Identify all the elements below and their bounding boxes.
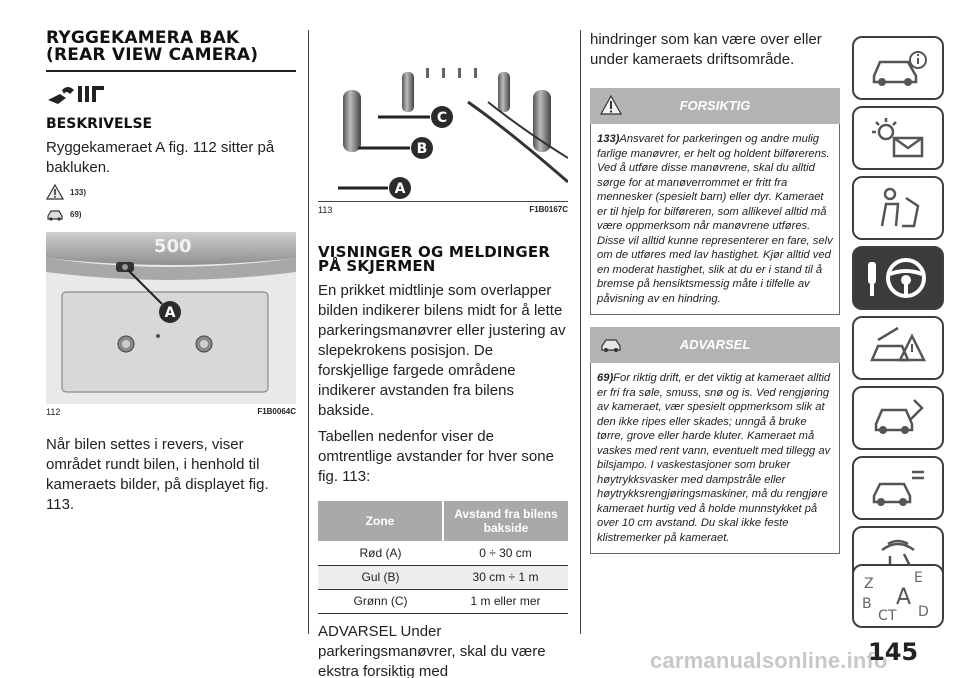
page-number: 145 <box>868 638 919 666</box>
column-divider <box>580 30 581 634</box>
car-warning-icon <box>46 206 64 222</box>
table-header: Zone <box>318 501 443 541</box>
technical-data-icon <box>868 466 928 510</box>
tab-driving[interactable] <box>852 246 944 310</box>
steering-wheel-icon <box>864 256 932 300</box>
display-zones-illustration <box>318 30 568 202</box>
section-heading: BESKRIVELSE <box>46 116 153 132</box>
dealer-tools-icon <box>46 80 296 106</box>
tab-safety[interactable] <box>852 176 944 240</box>
paragraph: hindringer som kan være over eller under kameraets driftsområde. <box>590 31 822 68</box>
figure-label-a: A <box>164 305 176 321</box>
caution-header: FORSIKTIG <box>590 88 840 124</box>
page-title: RYGGEKAMERA BAK (REAR VIEW CAMERA) <box>46 28 259 65</box>
watermark: carmanualsonline.info <box>650 648 888 673</box>
dashboard-lights-icon <box>868 116 928 160</box>
tab-technical-data[interactable] <box>852 456 944 520</box>
tailgate-camera-illustration <box>46 232 296 404</box>
svg-text:Z: Z <box>864 576 874 592</box>
emergency-icon <box>868 326 928 370</box>
figure-caption <box>318 205 568 215</box>
tab-dashboard-lights[interactable] <box>852 106 944 170</box>
title-rule <box>46 70 296 72</box>
column-2 <box>318 30 568 678</box>
distance-table <box>318 501 568 614</box>
figure-label-c: C <box>436 110 448 126</box>
intro-text: Ryggekameraet A fig. 112 sitter på bakluken. <box>46 139 275 176</box>
column-divider <box>308 30 309 634</box>
table-row: Grønn (C) 1 m eller mer <box>318 589 568 613</box>
figure-number: 112 <box>46 407 61 417</box>
figure-label-a: A <box>394 181 406 197</box>
warning-header: ADVARSEL <box>590 327 840 363</box>
tab-car-info[interactable] <box>852 36 944 100</box>
figure-number: 113 <box>318 205 333 215</box>
svg-text:B: B <box>862 596 872 612</box>
car-logo: 500 <box>154 236 192 257</box>
svg-text:C: C <box>878 608 888 624</box>
table-row: Rød (A) 0 ÷ 30 cm <box>318 541 568 565</box>
figure-code: F1B0167C <box>529 205 568 214</box>
safety-icon <box>868 186 928 230</box>
figure-112 <box>46 232 296 404</box>
paragraph: Tabellen nedenfor viser de omtrentlige avstander for hver sone fig. 113: <box>318 428 554 485</box>
caution-box <box>590 88 840 315</box>
svg-text:E: E <box>914 570 923 586</box>
index-icon <box>858 568 938 624</box>
tab-maintenance[interactable] <box>852 386 944 450</box>
caution-text: 133)Ansvaret for parkeringen og andre mulig farlige manøvrer, er helt og holdent bilførerens. Ved å utføre disse manøvrene, skal du alltid sørge for at manøverrommet er fritt fra mennesker (spesielt barn) eller dyr. Kameraet er til hjelp for bilføreren, som allikevel alltid må være oppmerksom når manøvrene utføres. Disse vil alltid kunne representerer en fare, selv om de utføres med lav hastighet. Kjør alltid ved en moderat hastighet, slik at du er i stand til å bremse på hensiktsmessig måte i tilfelle av påvisning av en hindring. <box>590 124 840 315</box>
svg-text:T: T <box>888 608 897 624</box>
maintenance-icon <box>868 396 928 440</box>
paragraph: Når bilen settes i revers, viser området rundt bilen, i henhold til kameraets bilder, på displayet fig. 113. <box>46 436 269 513</box>
tab-index[interactable] <box>852 564 944 628</box>
car-warning-icon <box>600 334 622 354</box>
warning-box <box>590 327 840 554</box>
warning-reference: 69) <box>46 206 296 222</box>
column-1 <box>46 30 296 515</box>
figure-label-b: B <box>416 141 428 157</box>
paragraph: En prikket midtlinje som overlapper bilden indikerer bilens midt for å lette parkeringsmanøvrer eller justering av slepekrokens posisjon. De forskjellige fargede områdene indikerer avstanden fra bilens bakside. <box>318 282 566 419</box>
caution-reference: 133) <box>46 184 296 200</box>
warning-text: 69)For riktig drift, er det viktig at kameraet alltid er fri fra søle, smuss, snø og is. Ved rengjøring av kameraet, vær spesielt oppmerksom slik at den ikke ripes eller skades; unngå å bruke tørre, grove eller harde kluter. Kameraet må vaskes med rent vann, eventuelt med tillegg av bilsjampo. I vaskestasjoner som bruker høytrykksvasker med dampstråle eller høytrykksrengjøringsmaskiner, må du rengjøre kameraet hurtig ved å holde munnstykket på over 10 cm avstand. Du skal ikke feste klistremerker på kameraet. <box>590 363 840 554</box>
figure-caption <box>46 407 296 417</box>
svg-text:D: D <box>918 604 929 620</box>
car-info-icon <box>868 48 928 88</box>
svg-text:A: A <box>896 585 912 610</box>
warning-triangle-icon <box>600 95 622 115</box>
paragraph: ADVARSEL Under parkeringsmanøvrer, skal du være ekstra forsiktig med <box>318 622 546 678</box>
table-row: Gul (B) 30 cm ÷ 1 m <box>318 565 568 589</box>
tab-emergency[interactable] <box>852 316 944 380</box>
section-title: VISNINGER OG MELDINGER PÅ SKJERMEN <box>318 243 551 275</box>
table-header: Avstand fra bilens bakside <box>443 501 568 541</box>
figure-code: F1B0064C <box>257 407 296 416</box>
warning-triangle-icon <box>46 184 64 200</box>
column-3 <box>590 30 840 554</box>
figure-113 <box>318 30 568 202</box>
